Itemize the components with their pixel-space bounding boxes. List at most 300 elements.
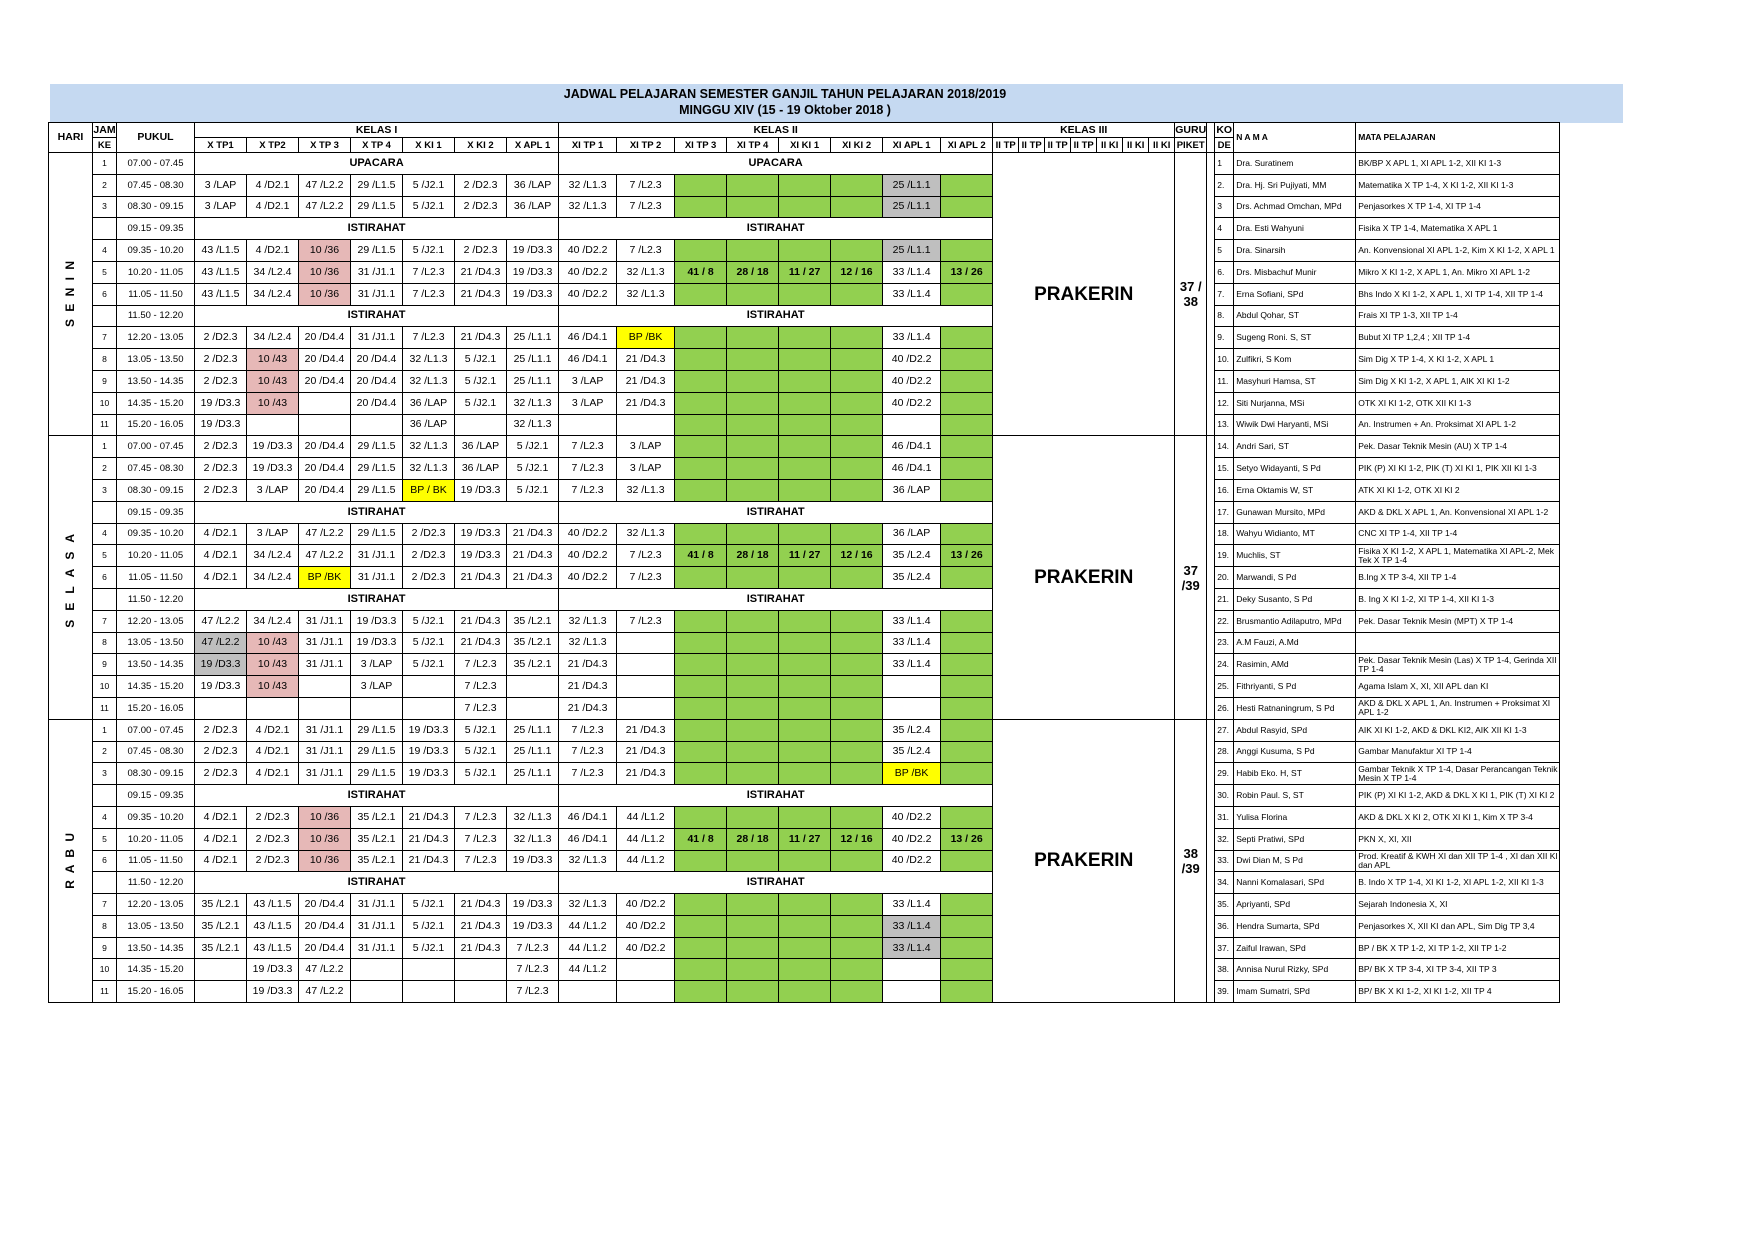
teacher-subject: Pek. Dasar Teknik Mesin (AU) X TP 1-4 — [1356, 436, 1560, 458]
schedule-cell — [675, 349, 727, 371]
jam-ke: 4 — [93, 523, 117, 545]
schedule-cell — [941, 610, 993, 632]
teacher-subject: Sim Dig X TP 1-4, X KI 1-2, X APL 1 — [1356, 349, 1560, 371]
schedule-cell: 21 /D4.3 — [559, 676, 617, 698]
schedule-cell: 2 /D2.3 — [455, 174, 507, 196]
schedule-cell — [675, 174, 727, 196]
table-row — [49, 676, 1560, 698]
schedule-table — [48, 122, 1560, 1003]
schedule-cell: 31 /J1.1 — [299, 763, 351, 785]
schedule-cell: 21 /D4.3 — [617, 719, 675, 741]
schedule-cell: 35 /L2.1 — [351, 850, 403, 872]
table-row — [49, 806, 1560, 828]
schedule-cell — [941, 327, 993, 349]
schedule-cell: 7 /L2.3 — [617, 567, 675, 589]
schedule-cell: 19 /D3.3 — [403, 719, 455, 741]
schedule-cell: 21 /D4.3 — [455, 327, 507, 349]
teacher-subject: BP / BK X TP 1-2, XI TP 1-2, XII TP 1-2 — [1356, 937, 1560, 959]
schedule-cell — [727, 436, 779, 458]
teacher-code: 7. — [1215, 283, 1234, 305]
teacher-name: Robin Paul. S, ST — [1234, 785, 1356, 807]
piket-value: 37 / 38 — [1175, 153, 1207, 436]
schedule-cell — [727, 458, 779, 480]
schedule-cell: 31 /J1.1 — [351, 283, 403, 305]
header-class: XI TP 4 — [727, 138, 779, 153]
schedule-cell: 20 /D4.4 — [299, 937, 351, 959]
jam-ke: 11 — [93, 981, 117, 1003]
schedule-cell — [675, 610, 727, 632]
schedule-cell — [351, 959, 403, 981]
schedule-cell — [831, 654, 883, 676]
teacher-name: Apriyanti, SPd — [1234, 894, 1356, 916]
teacher-name: Wiwik Dwi Haryanti, MSi — [1234, 414, 1356, 436]
teacher-code: 16. — [1215, 479, 1234, 501]
schedule-cell: 35 /L2.1 — [507, 610, 559, 632]
teacher-code: 27. — [1215, 719, 1234, 741]
table-row — [49, 850, 1560, 872]
jam-ke: 4 — [93, 240, 117, 262]
schedule-cell: 4 /D2.1 — [195, 545, 247, 567]
schedule-cell — [675, 741, 727, 763]
schedule-cell: 33 /L1.4 — [883, 632, 941, 654]
schedule-cell — [779, 283, 831, 305]
schedule-cell: 33 /L1.4 — [883, 261, 941, 283]
schedule-cell: 20 /D4.4 — [299, 479, 351, 501]
schedule-cell — [941, 850, 993, 872]
schedule-cell — [727, 370, 779, 392]
schedule-cell — [675, 283, 727, 305]
jam-ke: 10 — [93, 676, 117, 698]
pukul: 13.50 - 14.35 — [117, 937, 195, 959]
schedule-cell: 31 /J1.1 — [351, 937, 403, 959]
schedule-cell: 4 /D2.1 — [195, 850, 247, 872]
schedule-cell: 20 /D4.4 — [299, 458, 351, 480]
schedule-cell — [299, 392, 351, 414]
schedule-cell — [675, 719, 727, 741]
schedule-cell: 7 /L2.3 — [403, 327, 455, 349]
header-class: II KI — [1149, 138, 1175, 153]
schedule-cell: 3 /LAP — [247, 523, 299, 545]
schedule-cell — [351, 414, 403, 436]
schedule-cell — [675, 981, 727, 1003]
schedule-cell: 2 /D2.3 — [403, 523, 455, 545]
schedule-cell: 28 / 18 — [727, 545, 779, 567]
jam-ke: 8 — [93, 349, 117, 371]
schedule-cell — [941, 697, 993, 719]
schedule-cell — [675, 697, 727, 719]
schedule-cell — [883, 959, 941, 981]
pukul: 14.35 - 15.20 — [117, 676, 195, 698]
teacher-subject: Sim Dig X KI 1-2, X APL 1, AIK XI KI 1-2 — [1356, 370, 1560, 392]
schedule-cell: 40 /D2.2 — [883, 806, 941, 828]
schedule-cell: 19 /D3.3 — [351, 632, 403, 654]
schedule-cell: 31 /J1.1 — [299, 741, 351, 763]
schedule-cell: 19 /D3.3 — [247, 981, 299, 1003]
schedule-cell: 4 /D2.1 — [247, 741, 299, 763]
schedule-cell: 19 /D3.3 — [455, 523, 507, 545]
schedule-cell: 35 /L2.1 — [195, 915, 247, 937]
header-class: XI TP 2 — [617, 138, 675, 153]
schedule-cell — [941, 240, 993, 262]
schedule-cell: 40 /D2.2 — [617, 894, 675, 916]
schedule-cell: 36 /LAP — [883, 523, 941, 545]
schedule-cell: 2 /D2.3 — [195, 458, 247, 480]
schedule-cell: 32 /L1.3 — [403, 349, 455, 371]
schedule-cell: 13 / 26 — [941, 261, 993, 283]
schedule-cell: 34 /L2.4 — [247, 283, 299, 305]
schedule-cell — [779, 937, 831, 959]
schedule-cell: 10 /43 — [247, 392, 299, 414]
schedule-cell: 25 /L1.1 — [883, 196, 941, 218]
schedule-cell: 11 / 27 — [779, 828, 831, 850]
table-row — [49, 894, 1560, 916]
schedule-cell: 19 /D3.3 — [195, 676, 247, 698]
schedule-cell: 3 /LAP — [559, 370, 617, 392]
schedule-cell — [831, 894, 883, 916]
schedule-cell — [831, 741, 883, 763]
schedule-cell: 29 /L1.5 — [351, 174, 403, 196]
schedule-cell: 2 /D2.3 — [195, 741, 247, 763]
teacher-subject: BK/BP X APL 1, XI APL 1-2, XII KI 1-3 — [1356, 153, 1560, 175]
jam-ke: 6 — [93, 850, 117, 872]
pukul: 09.15 - 09.35 — [117, 218, 195, 240]
schedule-cell — [779, 654, 831, 676]
schedule-cell: 21 /D4.3 — [507, 523, 559, 545]
schedule-cell: 32 /L1.3 — [403, 370, 455, 392]
schedule-cell — [617, 654, 675, 676]
table-row — [49, 153, 1560, 175]
schedule-cell: 21 /D4.3 — [403, 850, 455, 872]
schedule-cell: 43 /L1.5 — [247, 937, 299, 959]
spacer — [1207, 719, 1215, 1002]
teacher-subject: AIK XI KI 1-2, AKD & DKL KI2, AIK XII KI 1-3 — [1356, 719, 1560, 741]
schedule-cell: 31 /J1.1 — [299, 719, 351, 741]
table-row — [49, 785, 1560, 807]
schedule-cell: 11 / 27 — [779, 545, 831, 567]
jam-ke: 8 — [93, 915, 117, 937]
teacher-code: 29. — [1215, 763, 1234, 785]
schedule-cell — [831, 567, 883, 589]
teacher-code: 38. — [1215, 959, 1234, 981]
pukul: 13.50 - 14.35 — [117, 370, 195, 392]
schedule-cell: 40 /D2.2 — [559, 545, 617, 567]
schedule-cell: 7 /L2.3 — [455, 828, 507, 850]
schedule-cell: 21 /D4.3 — [455, 894, 507, 916]
spacer — [1207, 153, 1215, 436]
schedule-cell — [941, 349, 993, 371]
day-name: S E N I N — [63, 259, 77, 328]
teacher-subject: Mikro X KI 1-2, X APL 1, An. Mikro XI APL 1-2 — [1356, 261, 1560, 283]
schedule-cell — [247, 697, 299, 719]
schedule-cell: 40 /D2.2 — [617, 937, 675, 959]
pukul: 12.20 - 13.05 — [117, 894, 195, 916]
schedule-cell: 20 /D4.4 — [351, 370, 403, 392]
schedule-cell — [727, 174, 779, 196]
schedule-cell — [299, 676, 351, 698]
teacher-code: 34. — [1215, 872, 1234, 894]
schedule-cell: 29 /L1.5 — [351, 741, 403, 763]
schedule-cell — [675, 370, 727, 392]
schedule-cell: 10 /43 — [247, 349, 299, 371]
teacher-subject: Agama Islam X, XI, XII APL dan KI — [1356, 676, 1560, 698]
schedule-cell: 21 /D4.3 — [455, 261, 507, 283]
pukul: 11.50 - 12.20 — [117, 588, 195, 610]
teacher-name: Wahyu Widianto, MT — [1234, 523, 1356, 545]
schedule-cell: 43 /L1.5 — [195, 240, 247, 262]
teacher-code: 17. — [1215, 501, 1234, 523]
header-class: X KI 2 — [455, 138, 507, 153]
schedule-cell — [351, 981, 403, 1003]
header-de: DE — [1215, 138, 1234, 153]
schedule-cell: 4 /D2.1 — [195, 523, 247, 545]
upacara-label: UPACARA — [559, 153, 993, 175]
teacher-name: Rasimin, AMd — [1234, 654, 1356, 676]
teacher-code: 24. — [1215, 654, 1234, 676]
table-row — [49, 872, 1560, 894]
teacher-subject: ATK XI KI 1-2, OTK XI KI 2 — [1356, 479, 1560, 501]
jam-ke — [93, 501, 117, 523]
schedule-cell: 20 /D4.4 — [299, 894, 351, 916]
schedule-cell: 13 / 26 — [941, 545, 993, 567]
teacher-name: Dra. Hj. Sri Pujiyati, MM — [1234, 174, 1356, 196]
schedule-cell — [831, 174, 883, 196]
schedule-cell: 5 /J2.1 — [403, 196, 455, 218]
schedule-cell — [351, 697, 403, 719]
header-class: XI TP 3 — [675, 138, 727, 153]
header-ke: KE — [93, 138, 117, 153]
schedule-cell: 29 /L1.5 — [351, 458, 403, 480]
schedule-cell — [675, 196, 727, 218]
schedule-cell: 47 /L2.2 — [299, 174, 351, 196]
schedule-cell — [941, 196, 993, 218]
schedule-cell — [831, 392, 883, 414]
header-class: XI KI 1 — [779, 138, 831, 153]
teacher-name: Septi Pratiwi, SPd — [1234, 828, 1356, 850]
header-class: II TP — [1045, 138, 1071, 153]
schedule-cell — [941, 894, 993, 916]
pukul: 07.00 - 07.45 — [117, 719, 195, 741]
schedule-cell — [883, 697, 941, 719]
schedule-cell — [507, 697, 559, 719]
table-row — [49, 349, 1560, 371]
jam-ke: 9 — [93, 370, 117, 392]
header-ko: KO — [1216, 123, 1233, 136]
schedule-cell — [831, 806, 883, 828]
pukul: 13.50 - 14.35 — [117, 654, 195, 676]
schedule-cell: 32 /L1.3 — [559, 174, 617, 196]
schedule-cell: 25 /L1.1 — [507, 327, 559, 349]
header-kelas-3: KELAS III — [993, 123, 1175, 138]
schedule-cell — [831, 632, 883, 654]
schedule-cell — [941, 283, 993, 305]
schedule-cell: 7 /L2.3 — [507, 937, 559, 959]
schedule-cell: 20 /D4.4 — [299, 370, 351, 392]
jam-ke: 2 — [93, 458, 117, 480]
schedule-cell: 46 /D4.1 — [883, 458, 941, 480]
table-row — [49, 501, 1560, 523]
header-class: X TP2 — [247, 138, 299, 153]
schedule-cell — [831, 937, 883, 959]
schedule-cell: 31 /J1.1 — [299, 632, 351, 654]
schedule-cell — [779, 349, 831, 371]
schedule-cell: 3 /LAP — [195, 174, 247, 196]
schedule-cell: 2 /D2.3 — [403, 567, 455, 589]
schedule-cell: 44 /L1.2 — [617, 850, 675, 872]
schedule-cell: 43 /L1.5 — [195, 283, 247, 305]
schedule-cell — [831, 610, 883, 632]
jam-ke — [93, 305, 117, 327]
schedule-cell — [831, 283, 883, 305]
table-row — [49, 327, 1560, 349]
jam-ke: 6 — [93, 567, 117, 589]
jam-ke: 9 — [93, 654, 117, 676]
schedule-cell — [727, 697, 779, 719]
pukul: 15.20 - 16.05 — [117, 697, 195, 719]
schedule-cell: 7 /L2.3 — [559, 719, 617, 741]
pukul: 09.35 - 10.20 — [117, 523, 195, 545]
teacher-name: Erna Oktamis W, ST — [1234, 479, 1356, 501]
schedule-cell: 29 /L1.5 — [351, 196, 403, 218]
pukul: 07.45 - 08.30 — [117, 458, 195, 480]
schedule-cell: 7 /L2.3 — [507, 981, 559, 1003]
schedule-cell: BP /BK — [617, 327, 675, 349]
schedule-cell: 10 /36 — [299, 806, 351, 828]
schedule-cell: 36 /LAP — [455, 458, 507, 480]
schedule-cell: 4 /D2.1 — [247, 196, 299, 218]
schedule-cell: 35 /L2.1 — [351, 806, 403, 828]
schedule-cell: 10 /36 — [299, 261, 351, 283]
schedule-cell: 4 /D2.1 — [195, 567, 247, 589]
schedule-cell: 21 /D4.3 — [455, 915, 507, 937]
schedule-cell: 11 / 27 — [779, 261, 831, 283]
schedule-cell — [779, 697, 831, 719]
schedule-cell: 31 /J1.1 — [351, 327, 403, 349]
teacher-subject: Gambar Manufaktur XI TP 1-4 — [1356, 741, 1560, 763]
pukul: 15.20 - 16.05 — [117, 414, 195, 436]
schedule-cell: 33 /L1.4 — [883, 915, 941, 937]
schedule-cell: 19 /D3.3 — [247, 959, 299, 981]
teacher-name: Muchlis, ST — [1234, 545, 1356, 567]
schedule-cell — [675, 676, 727, 698]
schedule-cell: 25 /L1.1 — [507, 370, 559, 392]
schedule-cell — [779, 392, 831, 414]
day-label — [49, 719, 93, 1002]
schedule-cell: 21 /D4.3 — [559, 654, 617, 676]
header-class: X TP1 — [195, 138, 247, 153]
teacher-name: Imam Sumatri, SPd — [1234, 981, 1356, 1003]
schedule-cell — [559, 981, 617, 1003]
schedule-cell — [299, 414, 351, 436]
teacher-subject: Bubut XI TP 1,2,4 ; XII TP 1-4 — [1356, 327, 1560, 349]
schedule-cell: 21 /D4.3 — [617, 763, 675, 785]
schedule-cell — [727, 196, 779, 218]
schedule-cell — [831, 915, 883, 937]
schedule-cell: 46 /D4.1 — [559, 806, 617, 828]
header-row — [49, 123, 1560, 138]
pukul: 13.05 - 13.50 — [117, 915, 195, 937]
jam-ke: 7 — [93, 894, 117, 916]
schedule-cell: 4 /D2.1 — [195, 806, 247, 828]
teacher-subject: B. Indo X TP 1-4, XI KI 1-2, XI APL 1-2, XII KI 1-3 — [1356, 872, 1560, 894]
schedule-cell: 19 /D3.3 — [507, 240, 559, 262]
schedule-cell: 21 /D4.3 — [507, 545, 559, 567]
schedule-cell: 25 /L1.1 — [883, 174, 941, 196]
header-class: II TP — [993, 138, 1019, 153]
schedule-cell — [831, 719, 883, 741]
jam-ke: 3 — [93, 479, 117, 501]
schedule-cell: 5 /J2.1 — [455, 741, 507, 763]
schedule-cell — [941, 567, 993, 589]
teacher-name: Nanni Komalasari, SPd — [1234, 872, 1356, 894]
schedule-cell: 25 /L1.1 — [507, 763, 559, 785]
jam-ke: 2 — [93, 174, 117, 196]
schedule-cell — [617, 697, 675, 719]
header-kelas-2: KELAS II — [559, 123, 993, 138]
schedule-cell — [831, 327, 883, 349]
teacher-subject: AKD & DKL X KI 2, OTK XI KI 1, Kim X TP 3-4 — [1356, 806, 1560, 828]
schedule-cell: 21 /D4.3 — [403, 828, 455, 850]
table-row — [49, 392, 1560, 414]
schedule-cell: 5 /J2.1 — [507, 436, 559, 458]
table-row — [49, 981, 1560, 1003]
teacher-code: 35. — [1215, 894, 1234, 916]
teacher-subject: Fisika X KI 1-2, X APL 1, Matematika XI APL-2, Mek Tek X TP 1-4 — [1356, 545, 1560, 567]
teacher-code: 33. — [1215, 850, 1234, 872]
jam-ke: 7 — [93, 610, 117, 632]
schedule-cell: 35 /L2.1 — [507, 654, 559, 676]
pukul: 09.15 - 09.35 — [117, 501, 195, 523]
schedule-cell: 19 /D3.3 — [455, 545, 507, 567]
teacher-subject: PIK (P) XI KI 1-2, PIK (T) XI KI 1, PIK XII KI 1-3 — [1356, 458, 1560, 480]
schedule-cell: 21 /D4.3 — [559, 697, 617, 719]
table-row — [49, 174, 1560, 196]
schedule-cell — [507, 676, 559, 698]
piket-value: 37 /39 — [1175, 436, 1207, 719]
jam-ke: 11 — [93, 697, 117, 719]
schedule-cell: 36 /LAP — [883, 479, 941, 501]
schedule-cell: 33 /L1.4 — [883, 327, 941, 349]
teacher-name: Zulfikri, S Kom — [1234, 349, 1356, 371]
schedule-cell: 20 /D4.4 — [351, 349, 403, 371]
schedule-cell: 2 /D2.3 — [195, 719, 247, 741]
pukul: 09.35 - 10.20 — [117, 806, 195, 828]
schedule-cell: 43 /L1.5 — [195, 261, 247, 283]
schedule-cell: 21 /D4.3 — [617, 370, 675, 392]
schedule-cell: 2 /D2.3 — [247, 828, 299, 850]
schedule-cell: 19 /D3.3 — [507, 850, 559, 872]
jam-ke — [93, 218, 117, 240]
teacher-name: Drs. Achmad Omchan, MPd — [1234, 196, 1356, 218]
schedule-cell: 13 / 26 — [941, 828, 993, 850]
teacher-name: Hendra Sumarta, SPd — [1234, 915, 1356, 937]
schedule-cell — [779, 414, 831, 436]
schedule-cell: 28 / 18 — [727, 828, 779, 850]
schedule-cell — [831, 414, 883, 436]
schedule-cell — [727, 850, 779, 872]
schedule-cell: 41 / 8 — [675, 545, 727, 567]
schedule-cell — [675, 654, 727, 676]
teacher-code: 26. — [1215, 697, 1234, 719]
jam-ke: 10 — [93, 959, 117, 981]
schedule-cell: 19 /D3.3 — [247, 436, 299, 458]
schedule-cell: 19 /D3.3 — [455, 479, 507, 501]
table-row — [49, 588, 1560, 610]
schedule-cell — [831, 763, 883, 785]
schedule-cell: 31 /J1.1 — [299, 654, 351, 676]
schedule-cell — [941, 174, 993, 196]
table-row — [49, 305, 1560, 327]
schedule-cell — [727, 894, 779, 916]
